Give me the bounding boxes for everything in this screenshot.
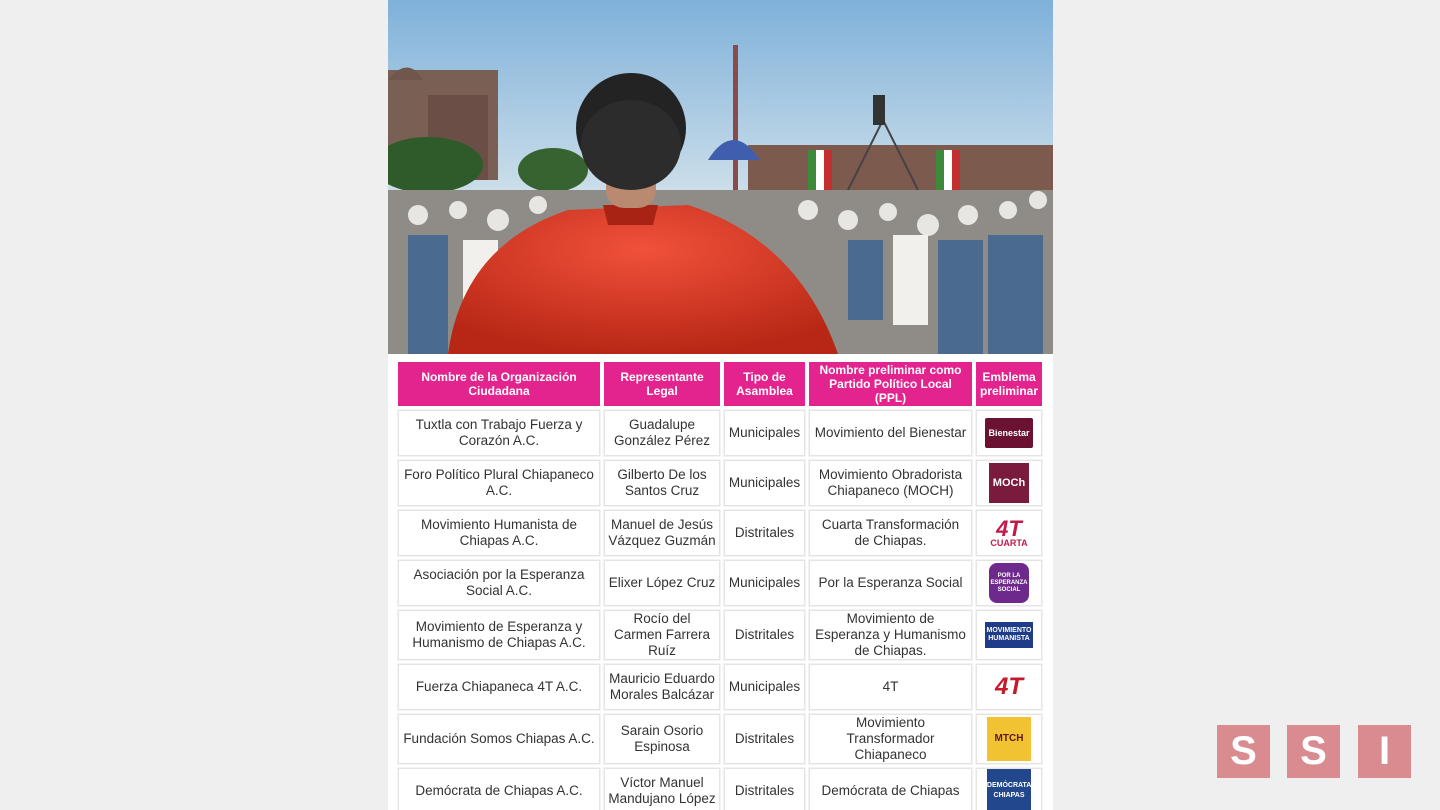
democrata-emblem: DEMÓCRATA CHIAPAS (987, 769, 1031, 810)
assembly-type-cell: Municipales (724, 410, 805, 456)
crowd-photo (388, 0, 1053, 354)
emblem-cell (976, 560, 1042, 606)
legal-rep-cell: Mauricio Eduardo Morales Balcázar (604, 664, 720, 710)
org-name-cell: Fundación Somos Chiapas A.C. (398, 714, 600, 764)
emblem-cell (976, 714, 1042, 764)
mtch-emblem: MTCH (987, 717, 1031, 761)
legal-rep-cell: Elixer López Cruz (604, 560, 720, 606)
ssi-logo-letter-i: I (1358, 725, 1411, 778)
org-name-cell: Fuerza Chiapaneca 4T A.C. (398, 664, 600, 710)
table-row (398, 610, 1042, 660)
table-row (398, 714, 1042, 764)
registry-table-container (396, 360, 1044, 810)
header-org-name: Nombre de la Organización Ciudadana (398, 362, 600, 406)
header-ppl-name: Nombre preliminar como Partido Político Local (PPL) (809, 362, 972, 406)
legal-rep-cell: Manuel de Jesús Vázquez Guzmán (604, 510, 720, 556)
org-name-cell: Foro Político Plural Chiapaneco A.C. (398, 460, 600, 506)
ppl-name-cell: Movimiento Obradorista Chiapaneco (MOCH) (809, 460, 972, 506)
header-emblem: Emblema preliminar (976, 362, 1042, 406)
org-name-cell: Movimiento Humanista de Chiapas A.C. (398, 510, 600, 556)
header-assembly-type: Tipo de Asamblea (724, 362, 805, 406)
legal-rep-cell: Gilberto De los Santos Cruz (604, 460, 720, 506)
emblem-cell (976, 410, 1042, 456)
emblem-cell (976, 460, 1042, 506)
emblem-cell (976, 768, 1042, 810)
emblem-cell (976, 510, 1042, 556)
table-row (398, 410, 1042, 456)
ppl-name-cell: Movimiento del Bienestar (809, 410, 972, 456)
moch-emblem: MOCh (989, 463, 1029, 503)
assembly-type-cell: Municipales (724, 460, 805, 506)
ppl-name-cell: 4T (809, 664, 972, 710)
table-row (398, 768, 1042, 810)
org-name-cell: Asociación por la Esperanza Social A.C. (398, 560, 600, 606)
org-name-cell: Tuxtla con Trabajo Fuerza y Corazón A.C. (398, 410, 600, 456)
org-name-cell: Movimiento de Esperanza y Humanismo de Chiapas A.C. (398, 610, 600, 660)
table-row (398, 560, 1042, 606)
ppl-name-cell: Movimiento Transformador Chiapaneco (809, 714, 972, 764)
4t-emblem: 4T (994, 673, 1023, 700)
news-image-panel (388, 0, 1053, 810)
table-row (398, 460, 1042, 506)
legal-rep-cell: Rocío del Carmen Farrera Ruíz (604, 610, 720, 660)
assembly-type-cell: Municipales (724, 664, 805, 710)
assembly-type-cell: Distritales (724, 610, 805, 660)
ppl-name-cell: Por la Esperanza Social (809, 560, 972, 606)
ppl-name-cell: Movimiento de Esperanza y Humanismo de Chiapas. (809, 610, 972, 660)
humanista-emblem: MOVIMIENTO HUMANISTA (985, 622, 1033, 648)
cuarta-emblem: 4T CUARTA (990, 515, 1028, 548)
ssi-logo-letter-s1: S (1217, 725, 1270, 778)
legal-rep-cell: Guadalupe González Pérez (604, 410, 720, 456)
emblem-cell (976, 610, 1042, 660)
table-row (398, 664, 1042, 710)
assembly-type-cell: Distritales (724, 768, 805, 810)
table-header-row (398, 362, 1042, 406)
ssi-logo-letter-s2: S (1287, 725, 1340, 778)
legal-rep-cell: Víctor Manuel Mandujano López (604, 768, 720, 810)
assembly-type-cell: Distritales (724, 510, 805, 556)
table-row (398, 510, 1042, 556)
emblem-cell (976, 664, 1042, 710)
ppl-name-cell: Cuarta Transformación de Chiapas. (809, 510, 972, 556)
assembly-type-cell: Distritales (724, 714, 805, 764)
ppl-name-cell: Demócrata de Chiapas (809, 768, 972, 810)
organizations-table (394, 358, 1046, 810)
legal-rep-cell: Sarain Osorio Espinosa (604, 714, 720, 764)
header-legal-rep: Representante Legal (604, 362, 720, 406)
assembly-type-cell: Municipales (724, 560, 805, 606)
esperanza-emblem: POR LA ESPERANZA SOCIAL (989, 563, 1029, 603)
org-name-cell: Demócrata de Chiapas A.C. (398, 768, 600, 810)
bienestar-emblem: Bienestar (985, 418, 1033, 448)
